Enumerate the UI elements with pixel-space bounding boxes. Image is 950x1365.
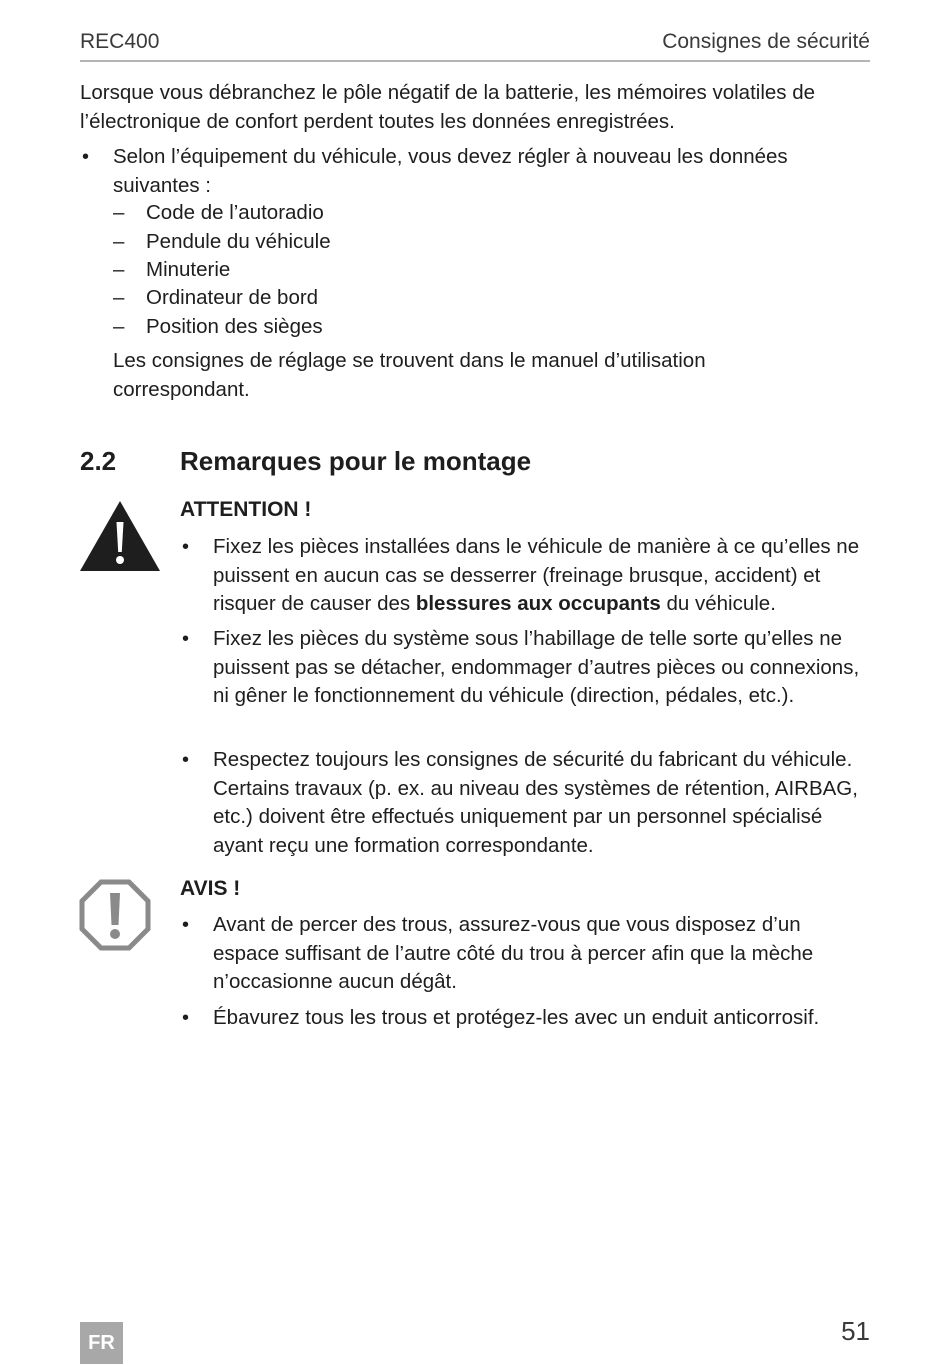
avis-bullet-1: Avant de percer des trous, assurez-vous que vous disposez d’un espace suffisant de l’autre côté du trou à percer afin que la mèche n’occasionne aucun dégât. (213, 913, 814, 993)
attention-bullet-1-text: Fixez les pièces installées dans le véhicule de manière à ce qu’elles ne puissent en aucun cas se desserrer (freinage brusque, accident) et risquer de causer des (213, 535, 860, 615)
avis-bullet-2: Ébavurez tous les trous et protégez-les avec un enduit anticorrosif. (213, 1006, 820, 1029)
dash-icon: – (113, 286, 125, 309)
attention-bullet-3: Respectez toujours les consignes de sécurité du fabricant du véhicule. Certains travaux (p. ex. au niveau des systèmes de rétention, AIRBAG, etc.) doivent être effectués uniquement par un personnel spécialisé ayant reçu une formation correspondante. (213, 748, 858, 857)
dash-icon: – (113, 201, 125, 224)
warning-triangle-icon (79, 500, 161, 572)
dash-icon: – (113, 258, 125, 281)
bullet-icon: • (182, 536, 190, 558)
reset-item: Code de l’autoradio (146, 201, 324, 224)
page-number: 51 (841, 1316, 870, 1346)
language-badge: FR (80, 1322, 123, 1364)
bullet-icon: • (182, 1007, 190, 1029)
dash-icon: – (113, 230, 125, 253)
intro-paragraph: Lorsque vous débranchez le pôle négatif de la batterie, les mémoires volatiles de l’électronique de confort perdent toutes les données enregistrées. (80, 81, 816, 133)
header-product: REC400 (80, 30, 160, 53)
attention-bullet-1-bold: blessures aux occupants (415, 592, 661, 615)
section-title: Remarques pour le montage (180, 446, 532, 476)
reset-item: Ordinateur de bord (146, 286, 319, 309)
dash-icon: – (113, 315, 125, 338)
reset-item: Minuterie (146, 258, 231, 281)
reset-item: Pendule du véhicule (146, 230, 331, 253)
attention-bullet-2: Fixez les pièces du système sous l’habillage de telle sorte qu’elles ne puissent pas se détacher, endommager d’autres pièces ou connexions, ni gêner le fonctionnement du véhicule (direction, pédales, etc.). (213, 627, 860, 707)
section-number: 2.2 (80, 446, 117, 476)
attention-bullet-1-end: du véhicule. (660, 592, 776, 615)
reset-item: Position des sièges (146, 315, 323, 338)
bullet-icon: • (182, 749, 190, 771)
attention-label: ATTENTION ! (180, 498, 312, 521)
notice-octagon-icon (79, 879, 151, 951)
avis-label: AVIS ! (180, 877, 241, 900)
header-section: Consignes de sécurité (662, 30, 870, 53)
reset-note: Les consignes de réglage se trouvent dans le manuel d’utilisation correspondant. (113, 349, 706, 401)
bullet-icon: • (82, 146, 90, 168)
attention-bullet-1 (213, 533, 870, 619)
bullet-icon: • (182, 628, 190, 650)
page-header (80, 28, 870, 62)
reset-bullet-text: Selon l’équipement du véhicule, vous devez régler à nouveau les données suivantes : (113, 145, 788, 197)
bullet-icon: • (182, 914, 190, 936)
